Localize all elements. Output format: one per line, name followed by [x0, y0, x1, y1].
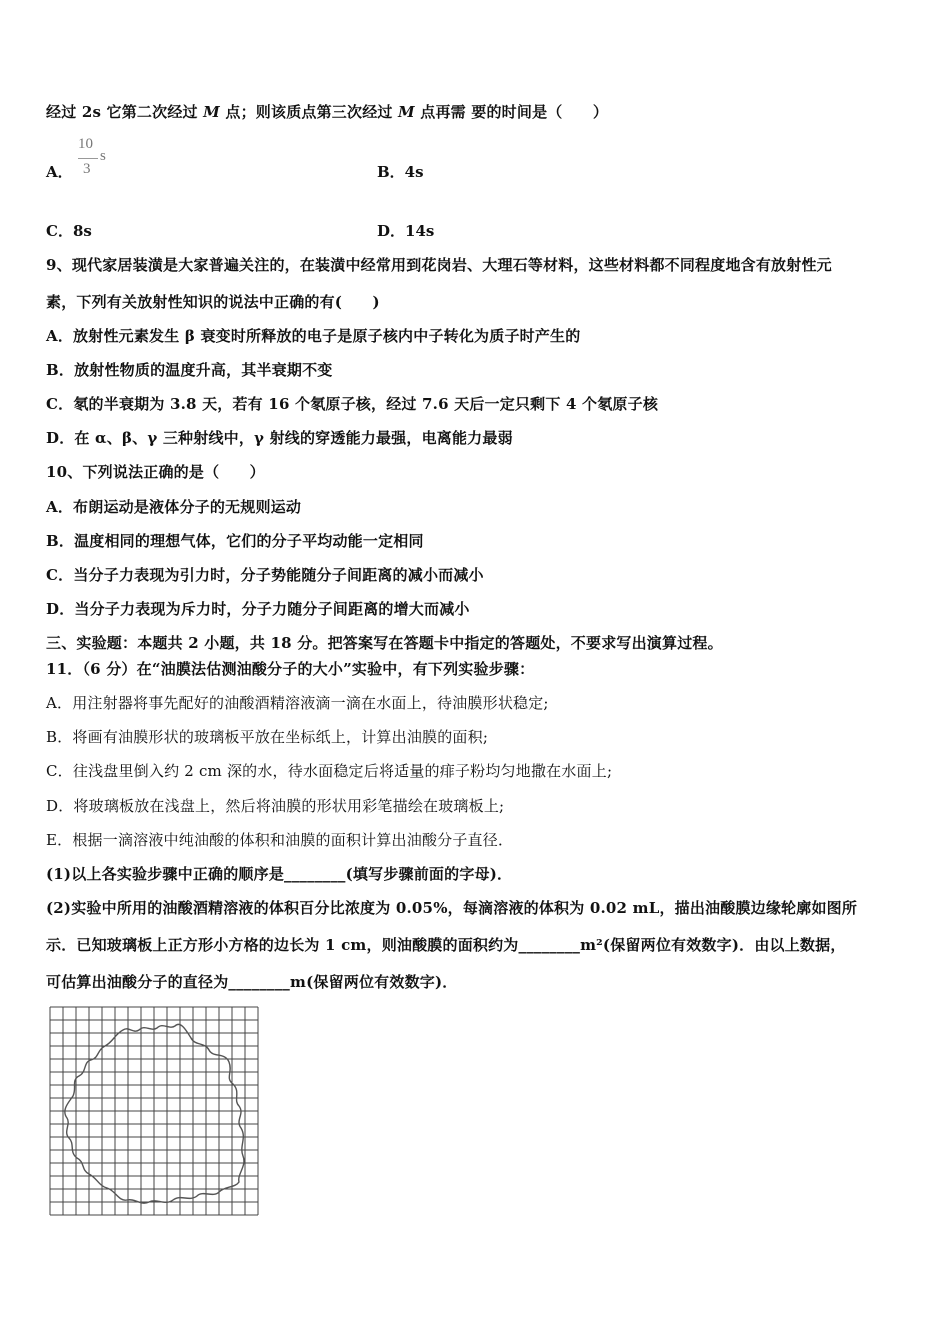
q11-stem: 11．（6 分）在“油膜法估测油酸分子的大小”实验中，有下列实验步骤：: [46, 660, 535, 678]
q9-stem-line2: 素，下列有关放射性知识的说法中正确的有( ): [46, 293, 380, 311]
q10-stem: 10、下列说法正确的是（ ）: [46, 463, 265, 481]
q11-step-d: D．将玻璃板放在浅盘上，然后将油膜的形状用彩笔描绘在玻璃板上;: [46, 797, 505, 815]
section-heading: 三、实验题：本题共 2 小题，共 18 分。把答案写在答题卡中指定的答题处，不要求写出演算过程。: [46, 634, 723, 652]
q10-option-d: D．当分子力表现为斥力时，分子力随分子间距离的增大而减小: [46, 600, 470, 618]
q9-option-a: A．放射性元素发生 β 衰变时所释放的电子是原子核内中子转化为质子时产生的: [46, 327, 581, 345]
q11-part2-line3: 可估算出油酸分子的直径为________m(保留两位有效数字)．: [46, 973, 458, 991]
fraction-numerator: 10: [78, 136, 93, 152]
q11-part2-line2: 示．已知玻璃板上正方形小方格的边长为 1 cm，则油酸膜的面积约为________m²(保留两位有效数字)．由以上数据，: [46, 936, 846, 954]
oil-film-figure: [49, 1006, 260, 1221]
grid-lines: [50, 1007, 258, 1215]
fraction-denominator: 3: [83, 161, 91, 177]
q8-option-b: B．4s: [377, 163, 424, 181]
q11-part1: (1)以上各实验步骤中正确的顺序是________(填写步骤前面的字母)．: [46, 865, 513, 883]
q8-option-c: C．8s: [46, 222, 92, 240]
q8-option-a-label: A．: [46, 163, 73, 181]
oil-film-grid-svg: [49, 1006, 260, 1217]
fraction-unit: s: [100, 148, 106, 164]
q8-stem: 经过 2s 它第二次经过 M 点；则该质点第三次经过 M 点再需 要的时间是（ ）: [46, 103, 609, 121]
q11-step-b: B．将画有油膜形状的玻璃板平放在坐标纸上，计算出油膜的面积;: [46, 728, 489, 746]
q9-option-b: B．放射性物质的温度升高，其半衰期不变: [46, 361, 333, 379]
q11-step-c: C．往浅盘里倒入约 2 cm 深的水，待水面稳定后将适量的痱子粉均匀地撒在水面上;: [46, 762, 613, 780]
q10-option-c: C．当分子力表现为引力时，分子势能随分子间距离的减小而减小: [46, 566, 484, 584]
q9-stem-line1: 9、现代家居装潢是大家普遍关注的，在装潢中经常用到花岗岩、大理石等材料，这些材料都不同程度地含有放射性元: [46, 256, 832, 274]
q11-part2-line1: (2)实验中所用的油酸酒精溶液的体积百分比浓度为 0.05%，每滴溶液的体积为 0.02 mL，描出油酸膜边缘轮廓如图所: [46, 899, 858, 917]
q9-option-d: D．在 α、β、γ 三种射线中，γ 射线的穿透能力最强，电离能力最弱: [46, 429, 513, 447]
q9-option-c: C．氡的半衰期为 3.8 天，若有 16 个氡原子核，经过 7.6 天后一定只剩下 4 个氡原子核: [46, 395, 659, 413]
fraction-bar: [78, 158, 98, 159]
q10-option-b: B．温度相同的理想气体，它们的分子平均动能一定相同: [46, 532, 424, 550]
q10-option-a: A．布朗运动是液体分子的无规则运动: [46, 498, 302, 516]
q8-option-d: D．14s: [377, 222, 435, 240]
q11-step-a: A．用注射器将事先配好的油酸酒精溶液滴一滴在水面上，待油膜形状稳定;: [46, 694, 549, 712]
q11-step-e: E．根据一滴溶液中纯油酸的体积和油膜的面积计算出油酸分子直径．: [46, 831, 514, 849]
q8-option-a-fraction: [76, 136, 106, 184]
